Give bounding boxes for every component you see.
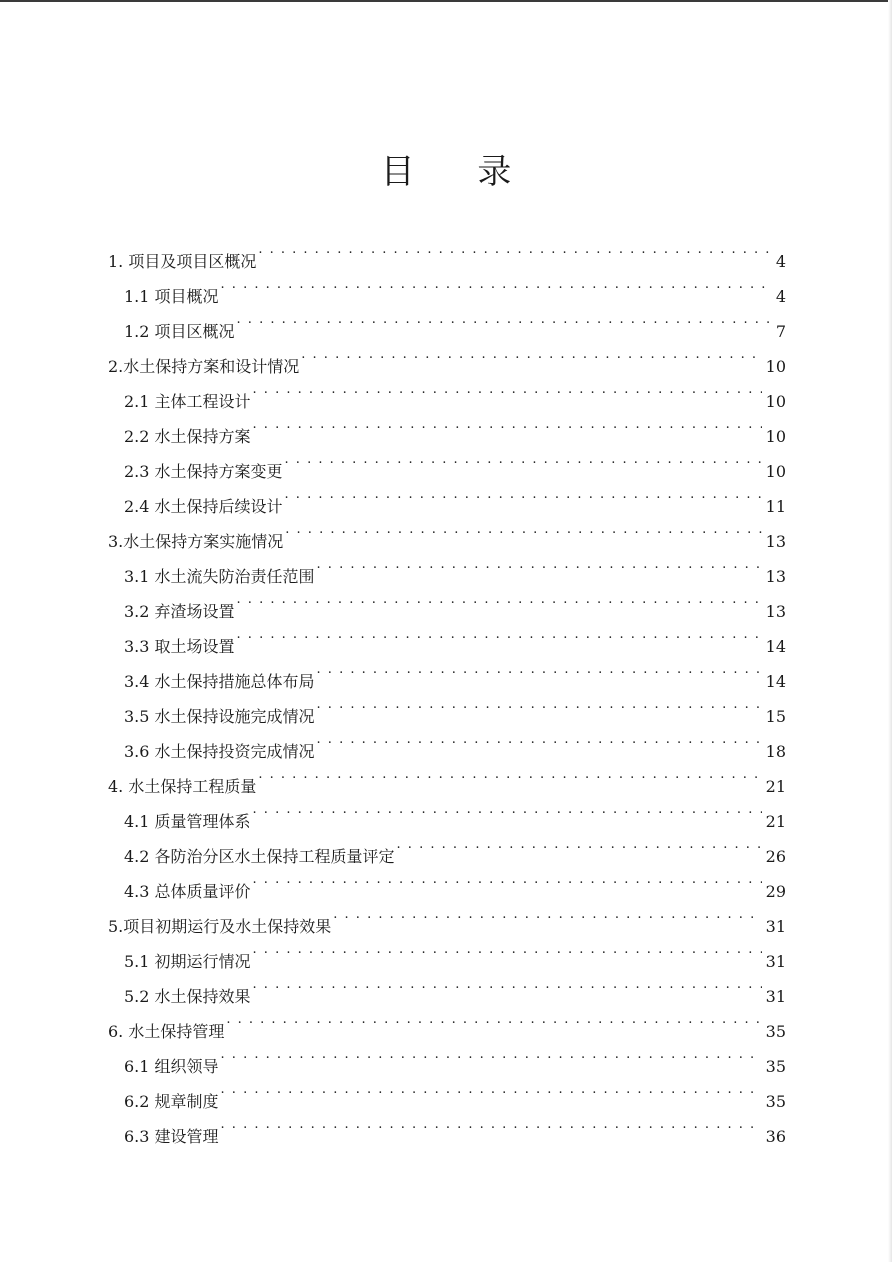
toc-dot-leader bbox=[226, 1002, 761, 1037]
toc-dot-leader bbox=[221, 1037, 762, 1072]
toc-page-number: 13 bbox=[765, 567, 786, 586]
toc-entry-label: 1. 项目及项目区概况 bbox=[108, 252, 257, 271]
toc-entry-label: 2.3 水土保持方案变更 bbox=[124, 462, 283, 481]
toc-dot-leader bbox=[285, 477, 762, 512]
toc-page-number: 35 bbox=[765, 1092, 786, 1111]
toc-dot-leader bbox=[301, 337, 761, 372]
toc-entry-label: 2.1 主体工程设计 bbox=[124, 392, 251, 411]
toc-dot-leader bbox=[285, 442, 762, 477]
toc-dot-leader bbox=[397, 827, 762, 862]
toc-entry-label: 6.3 建设管理 bbox=[124, 1127, 219, 1146]
toc-entry-label: 4.1 质量管理体系 bbox=[124, 812, 251, 831]
toc-page-number: 14 bbox=[765, 637, 786, 656]
toc-dot-leader bbox=[253, 967, 762, 1002]
toc-page-number: 11 bbox=[765, 497, 786, 516]
toc-page-number: 4 bbox=[775, 287, 786, 306]
toc-dot-leader bbox=[237, 302, 772, 337]
toc-entry-label: 6.1 组织领导 bbox=[124, 1057, 219, 1076]
toc-entry-label: 3.水土保持方案实施情况 bbox=[108, 532, 284, 551]
toc-entry-label: 3.4 水土保持措施总体布局 bbox=[124, 672, 315, 691]
page-title: 目 录 bbox=[380, 152, 538, 192]
toc-page-number: 14 bbox=[765, 672, 786, 691]
toc-page-number: 18 bbox=[765, 742, 786, 761]
toc-page-number: 13 bbox=[765, 532, 786, 551]
toc-entry-label: 3.2 弃渣场设置 bbox=[124, 602, 235, 621]
toc-dot-leader bbox=[333, 897, 761, 932]
toc-page-number: 15 bbox=[765, 707, 786, 726]
toc-dot-leader bbox=[237, 582, 762, 617]
toc-entry-label: 2.2 水土保持方案 bbox=[124, 427, 251, 446]
toc-dot-leader bbox=[258, 757, 761, 792]
toc-dot-leader bbox=[285, 512, 761, 547]
toc-dot-leader bbox=[221, 1107, 762, 1142]
toc-entry-label: 5.1 初期运行情况 bbox=[124, 952, 251, 971]
toc-entry-label: 4.2 各防治分区水土保持工程质量评定 bbox=[124, 847, 395, 866]
toc-page-number: 29 bbox=[765, 882, 786, 901]
toc-dot-leader bbox=[221, 267, 772, 302]
toc-entry-label: 2.4 水土保持后续设计 bbox=[124, 497, 283, 516]
toc-entry-label: 2.水土保持方案和设计情况 bbox=[108, 357, 300, 376]
toc-page-number: 7 bbox=[775, 322, 786, 341]
toc-entry-label: 1.1 项目概况 bbox=[124, 287, 219, 306]
toc-entry-label: 6. 水土保持管理 bbox=[108, 1022, 225, 1041]
toc-page-number: 21 bbox=[765, 812, 786, 831]
toc-dot-leader bbox=[253, 407, 762, 442]
toc-entry-label: 4. 水土保持工程质量 bbox=[108, 777, 257, 796]
toc-entry-label: 5.项目初期运行及水土保持效果 bbox=[108, 917, 332, 936]
toc-entry-label: 3.1 水土流失防治责任范围 bbox=[124, 567, 315, 586]
toc-page-number: 10 bbox=[765, 357, 786, 376]
toc-page-number: 35 bbox=[765, 1057, 786, 1076]
toc-entry-label: 6.2 规章制度 bbox=[124, 1092, 219, 1111]
toc-dot-leader bbox=[253, 792, 762, 827]
toc-page-number: 13 bbox=[765, 602, 786, 621]
toc-dot-leader bbox=[317, 547, 762, 582]
toc-dot-leader bbox=[237, 617, 762, 652]
toc-dot-leader bbox=[317, 722, 762, 757]
toc-dot-leader bbox=[253, 862, 762, 897]
toc-entry-label: 5.2 水土保持效果 bbox=[124, 987, 251, 1006]
toc-dot-leader bbox=[258, 232, 771, 267]
toc-page-number: 36 bbox=[765, 1127, 786, 1146]
toc-entry-label: 3.6 水土保持投资完成情况 bbox=[124, 742, 315, 761]
toc-dot-leader bbox=[221, 1072, 762, 1107]
toc-dot-leader bbox=[317, 687, 762, 722]
toc-entry-label: 3.3 取土场设置 bbox=[124, 637, 235, 656]
toc-dot-leader bbox=[317, 652, 762, 687]
toc-page-number: 35 bbox=[765, 1022, 786, 1041]
toc-entry-label: 3.5 水土保持设施完成情况 bbox=[124, 707, 315, 726]
toc-page-number: 31 bbox=[765, 917, 786, 936]
toc-dot-leader bbox=[253, 372, 762, 407]
toc-page-number: 10 bbox=[765, 392, 786, 411]
toc-page-number: 26 bbox=[765, 847, 786, 866]
toc-page-number: 21 bbox=[765, 777, 786, 796]
toc-page-number: 31 bbox=[765, 987, 786, 1006]
top-border-rule bbox=[0, 0, 892, 2]
toc-dot-leader bbox=[253, 932, 762, 967]
table-of-contents bbox=[108, 232, 786, 1146]
toc-entry-section[interactable] bbox=[108, 232, 786, 271]
toc-page-number: 10 bbox=[765, 427, 786, 446]
toc-entry-label: 1.2 项目区概况 bbox=[124, 322, 235, 341]
toc-page-number: 31 bbox=[765, 952, 786, 971]
toc-page-number: 10 bbox=[765, 462, 786, 481]
toc-page-number: 4 bbox=[775, 252, 786, 271]
toc-entry-label: 4.3 总体质量评价 bbox=[124, 882, 251, 901]
